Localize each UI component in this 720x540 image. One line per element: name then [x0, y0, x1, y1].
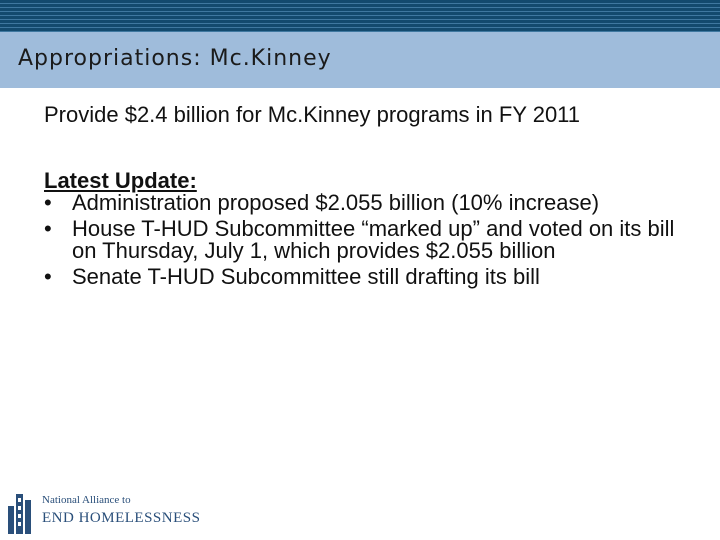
list-item: [44, 218, 704, 262]
latest-update-heading: Latest Update:: [44, 168, 197, 193]
bullet-icon: •: [44, 264, 52, 289]
list-item-text: House T-HUD Subcommittee “marked up” and voted on its bill on Thursday, July 1, which provides $2.055 billion: [72, 216, 675, 263]
list-item: [44, 266, 704, 288]
slide-title: Appropriations: Mc.Kinney: [18, 46, 332, 71]
list-item: [44, 192, 704, 214]
list-item-text: Senate T-HUD Subcommittee still drafting its bill: [72, 264, 540, 289]
intro-text: Provide $2.4 billion for Mc.Kinney programs in FY 2011: [44, 102, 581, 127]
spacer: [44, 126, 704, 170]
bullet-icon: •: [44, 216, 52, 241]
org-name-line2: END HOMELESSNESS: [42, 510, 201, 526]
slide-body: [44, 104, 704, 292]
list-item-text: Administration proposed $2.055 billion (10% increase): [72, 190, 600, 215]
update-list: [44, 192, 704, 288]
org-name-line1: National Alliance to: [42, 494, 131, 506]
org-logo: [6, 488, 201, 538]
header-stripes: [0, 0, 720, 32]
building-icon: [6, 492, 34, 536]
bullet-icon: •: [44, 190, 52, 215]
